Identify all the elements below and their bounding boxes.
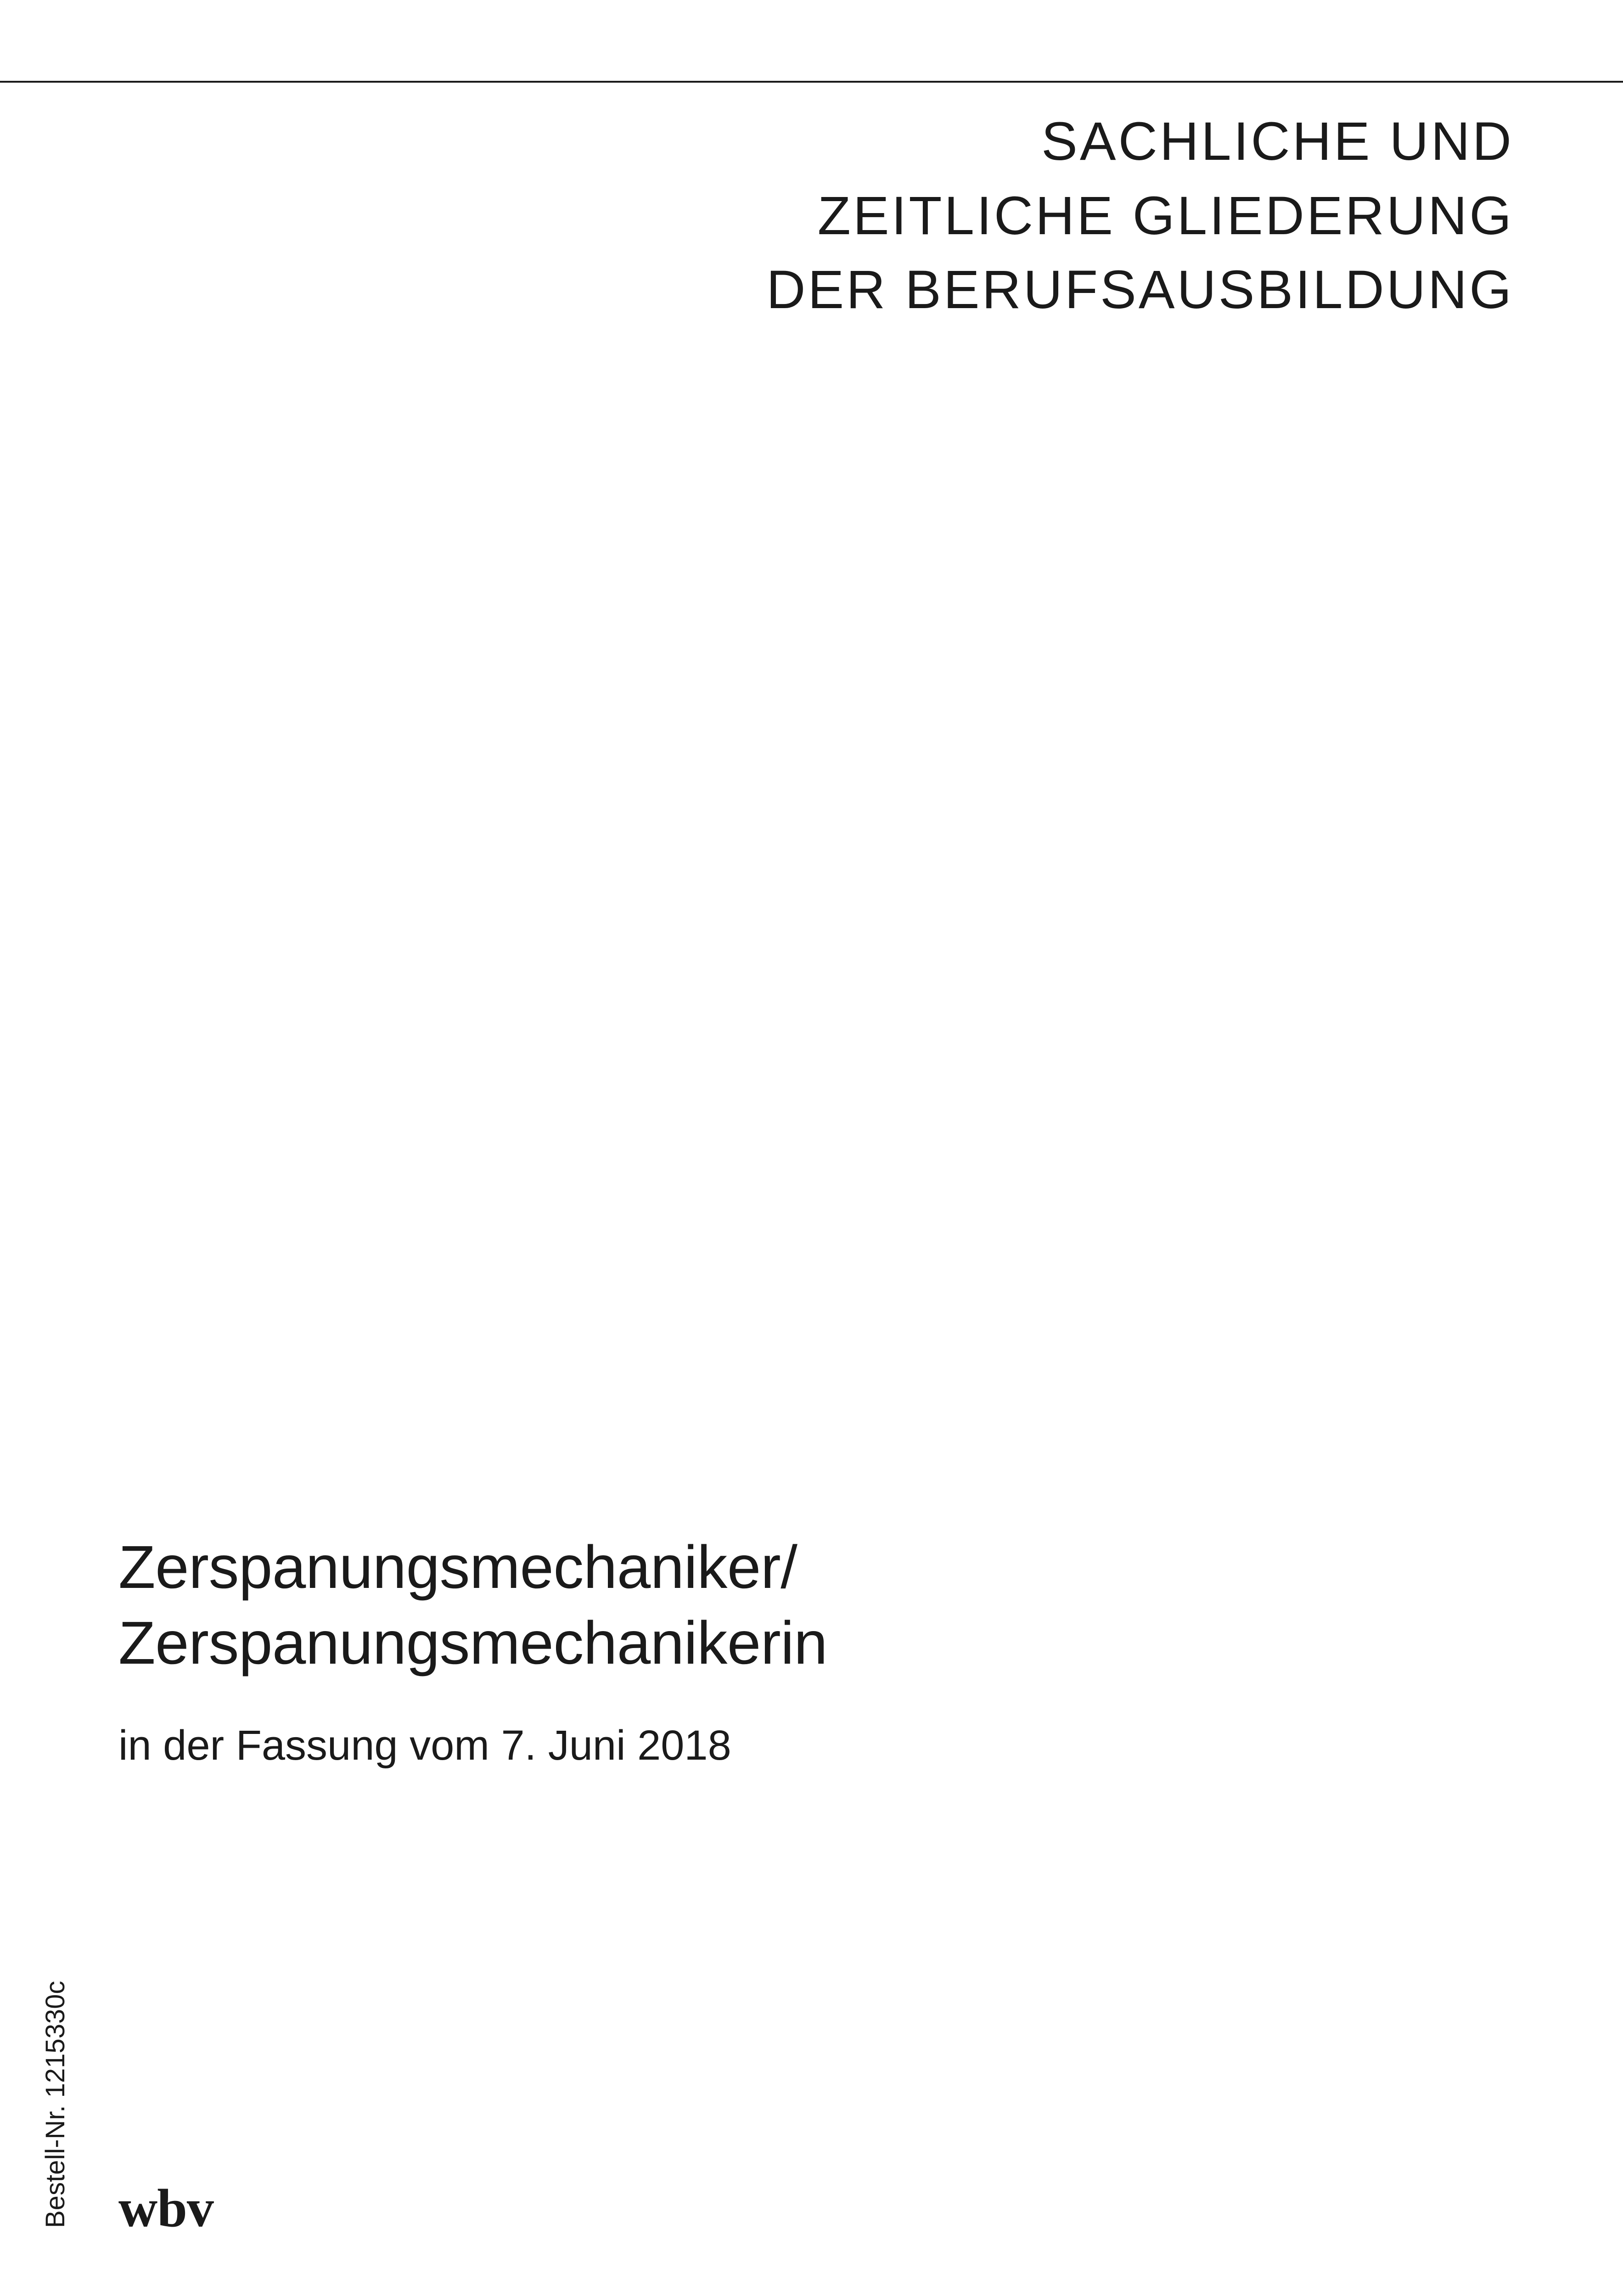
- document-category-header: [274, 105, 1514, 327]
- order-number-label: Bestell-Nr. 1215330c: [40, 1981, 70, 2228]
- publisher-logo: wbv: [118, 2178, 213, 2238]
- title-subtitle: in der Fassung vom 7. Juni 2018: [118, 1722, 731, 1769]
- header-divider-rule: [0, 81, 1623, 83]
- header-line-2: ZEITLICHE GLIEDERUNG: [817, 185, 1514, 246]
- header-line-1: SACHLICHE UND: [1041, 111, 1514, 172]
- header-line-3: DER BERUFSAUSBILDUNG: [766, 259, 1514, 321]
- page-title: [118, 1529, 1450, 1773]
- title-line-2: Zerspanungsmechanikerin: [118, 1609, 828, 1677]
- title-line-1: Zerspanungsmechaniker/: [118, 1533, 797, 1601]
